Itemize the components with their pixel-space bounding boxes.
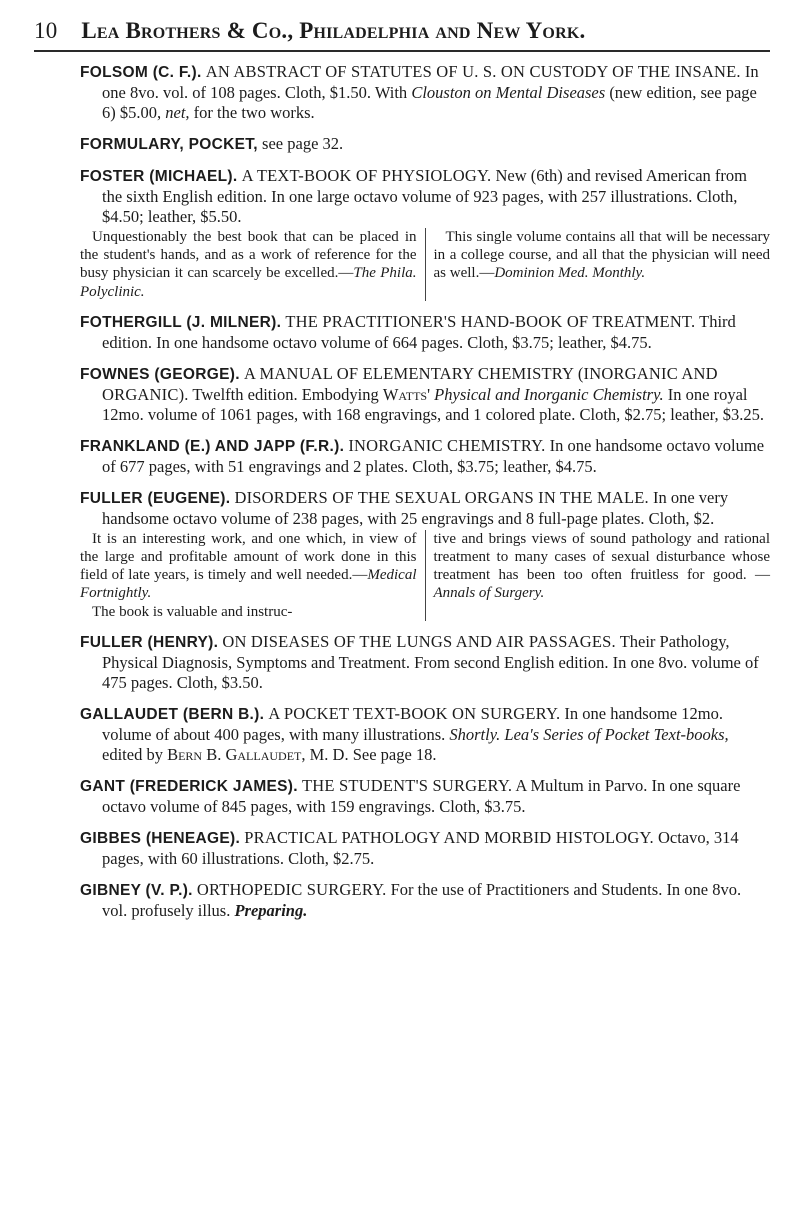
entry-head: FOLSOM (C. F.). xyxy=(80,64,202,81)
entry-fothergill xyxy=(80,312,770,353)
entry-title: AN ABSTRACT OF STATUTES OF U. S. ON CUSTODY OF THE INSANE. xyxy=(205,62,741,81)
review-right xyxy=(425,228,771,301)
review-quote xyxy=(434,228,771,283)
entry-frankland xyxy=(80,436,770,477)
entry-title: INORGANIC CHEMISTRY. xyxy=(348,435,546,455)
page-number: 10 xyxy=(34,18,58,43)
entry-desc-c: See page 18. xyxy=(352,744,437,764)
entry-desc: Octavo, 314 pages, with 60 illustrations. Cloth, $2.75. xyxy=(102,827,739,868)
entry-head: GANT (FREDERICK JAMES). xyxy=(80,777,298,795)
entry-head: FORMULARY, POCKET, xyxy=(80,136,258,153)
entry-text xyxy=(80,166,770,227)
entry-text xyxy=(80,880,770,921)
review-source: Dominion Med. Monthly. xyxy=(494,265,646,282)
entry-desc: New (6th) and revised American from the sixth English edition. In one large octavo volume of 923 pages, with 257 illustrations. Cloth, $4.50; leather, $5.50. xyxy=(102,166,747,226)
entry-title: ORTHOPEDIC SURGERY. xyxy=(196,879,387,899)
entry-gant xyxy=(80,776,770,817)
running-head xyxy=(34,18,774,44)
entry-desc: For the use of Practitioners and Students. In one 8vo. vol. profusely illus. xyxy=(102,879,742,920)
entry-text xyxy=(80,704,770,765)
entry-ref-title: Physical and Inorganic Chemistry. xyxy=(434,384,664,404)
entry-foster xyxy=(80,166,770,301)
entry-desc-b: In one royal 12mo. volume of 1061 pages, with 168 engravings, and 1 colored plate. Cloth, $2.75; leather, $3.25. xyxy=(102,384,764,424)
entry-editor: Bern B. Gallaudet, M. D. xyxy=(167,744,349,764)
entry-title: A MANUAL OF ELEMENTARY CHEMISTRY (INORGANIC AND ORGANIC). xyxy=(102,363,718,404)
entry-text xyxy=(80,488,770,529)
entry-ref-title: Clouston on Mental Diseases xyxy=(411,83,606,102)
entry-title: DISORDERS OF THE SEXUAL ORGANS IN THE MALE. xyxy=(234,487,649,507)
entry-head: FULLER (EUGENE). xyxy=(80,489,231,507)
entry-desc: In one 8vo. vol. of 108 pages. Cloth, $1.50. With xyxy=(102,62,759,102)
entry-head: GIBNEY (V. P.). xyxy=(80,881,193,899)
entry-head: GIBBES (HENEAGE). xyxy=(80,829,241,847)
entry-series: Lea's Series of Pocket Text-books, xyxy=(504,724,729,744)
entry-status-note: Preparing. xyxy=(234,900,308,920)
review-text: The book is valuable and instruc- xyxy=(92,603,293,620)
review-source: Annals of Surgery. xyxy=(433,585,545,602)
entry-desc: Third edition. In one handsome octavo volume of 664 pages. Cloth, $3.75; leather, $4.75. xyxy=(102,311,736,352)
review-left xyxy=(80,228,425,301)
entry-desc-c: for the two works. xyxy=(193,103,315,122)
entry-head: GALLAUDET (BERN B.). xyxy=(80,705,265,723)
entry-fuller-henry xyxy=(80,632,770,693)
review-columns xyxy=(80,228,770,301)
entry-desc-b: edited by xyxy=(102,744,163,764)
entry-desc-b: (new edition, see page 6) $5.00, xyxy=(102,83,757,122)
entry-formulary xyxy=(80,134,770,155)
entry-text xyxy=(80,828,770,869)
entry-text xyxy=(80,312,770,353)
entry-head: FOWNES (GEORGE). xyxy=(80,365,240,383)
entry-folsom xyxy=(80,62,770,123)
entry-head: FOSTER (MICHAEL). xyxy=(80,168,238,185)
entry-title: A TEXT-BOOK OF PHYSIOLOGY. xyxy=(241,166,492,185)
entry-head: FOTHERGILL (J. MILNER). xyxy=(80,313,282,331)
entry-gibbes xyxy=(80,828,770,869)
review-left xyxy=(80,530,425,621)
entry-text xyxy=(80,62,770,123)
review-source: Medical Fortnightly. xyxy=(80,567,417,602)
review-text: It is an interesting work, and one which, in view of the large and profitable amount of work done in this field of late years, is timely and well needed.— xyxy=(80,530,417,584)
entry-desc: In one handsome 12mo. volume of about 400 pages, with many illustrations. xyxy=(102,703,723,744)
entry-desc: In one handsome octavo volume of 677 pages, with 51 engravings and 2 plates. Cloth, $3.75; leather, $4.75. xyxy=(102,435,765,476)
review-columns xyxy=(80,530,770,621)
review-quote xyxy=(80,530,417,603)
entry-title: THE STUDENT'S SURGERY. xyxy=(302,775,513,795)
entry-gibney xyxy=(80,880,770,921)
entry-desc: A Multum in Parvo. In one square octavo volume of 845 pages, with 159 engravings. Cloth, $3.75. xyxy=(102,775,741,816)
entry-author: Watts' xyxy=(382,384,431,404)
entry-desc: In one very handsome octavo volume of 238 pages, with 25 engravings and 8 full-page plates. Cloth, $2. xyxy=(102,487,729,528)
entry-title: A POCKET TEXT-BOOK ON SURGERY. xyxy=(268,703,561,723)
entry-net: net, xyxy=(165,103,190,122)
entry-text xyxy=(80,364,770,425)
review-text: Unquestionably the best book that can be placed in the student's hands, and as a work of reference for the busy physician it can scarcely be excelled.— xyxy=(80,229,417,282)
entry-text xyxy=(80,134,770,155)
entry-title: ON DISEASES OF THE LUNGS AND AIR PASSAGES. xyxy=(222,631,616,651)
entry-desc: Twelfth edition. Embodying xyxy=(192,384,379,404)
review-source: The Phila. Polyclinic. xyxy=(80,265,417,300)
entry-text xyxy=(80,632,770,693)
entry-text xyxy=(80,436,770,477)
entry-shortly: Shortly. xyxy=(449,724,501,744)
review-text: This single volume contains all that will be necessary in a college course, and all that the physician will need as well.— xyxy=(433,229,770,282)
entry-title: THE PRACTITIONER'S HAND-BOOK OF TREATMENT. xyxy=(285,311,696,331)
review-quote xyxy=(434,530,771,603)
review-text: tive and brings views of sound pathology and rational treatment to many cases of sexual disturbance whose treatment has been too often fruitless for good. — xyxy=(433,530,770,584)
review-quote xyxy=(80,228,417,301)
entry-fuller-eugene xyxy=(80,488,770,621)
catalog-entries xyxy=(80,62,770,932)
review-right xyxy=(425,530,771,621)
running-title: Lea Brothers & Co., Philadelphia and New York. xyxy=(81,18,586,43)
entry-head: FULLER (HENRY). xyxy=(80,633,219,651)
entry-desc: see page 32. xyxy=(262,134,344,153)
entry-text xyxy=(80,776,770,817)
header-rule xyxy=(34,50,770,52)
entry-title: PRACTICAL PATHOLOGY AND MORBID HISTOLOGY. xyxy=(244,827,654,847)
entry-gallaudet xyxy=(80,704,770,765)
review-quote xyxy=(80,603,417,621)
entry-fownes xyxy=(80,364,770,425)
entry-desc: Their Pathology, Physical Diagnosis, Symptoms and Treatment. From second English edition. In one 8vo. volume of 475 pages. Cloth, $3.50. xyxy=(102,631,759,692)
entry-head: FRANKLAND (E.) AND JAPP (F.R.). xyxy=(80,437,345,455)
